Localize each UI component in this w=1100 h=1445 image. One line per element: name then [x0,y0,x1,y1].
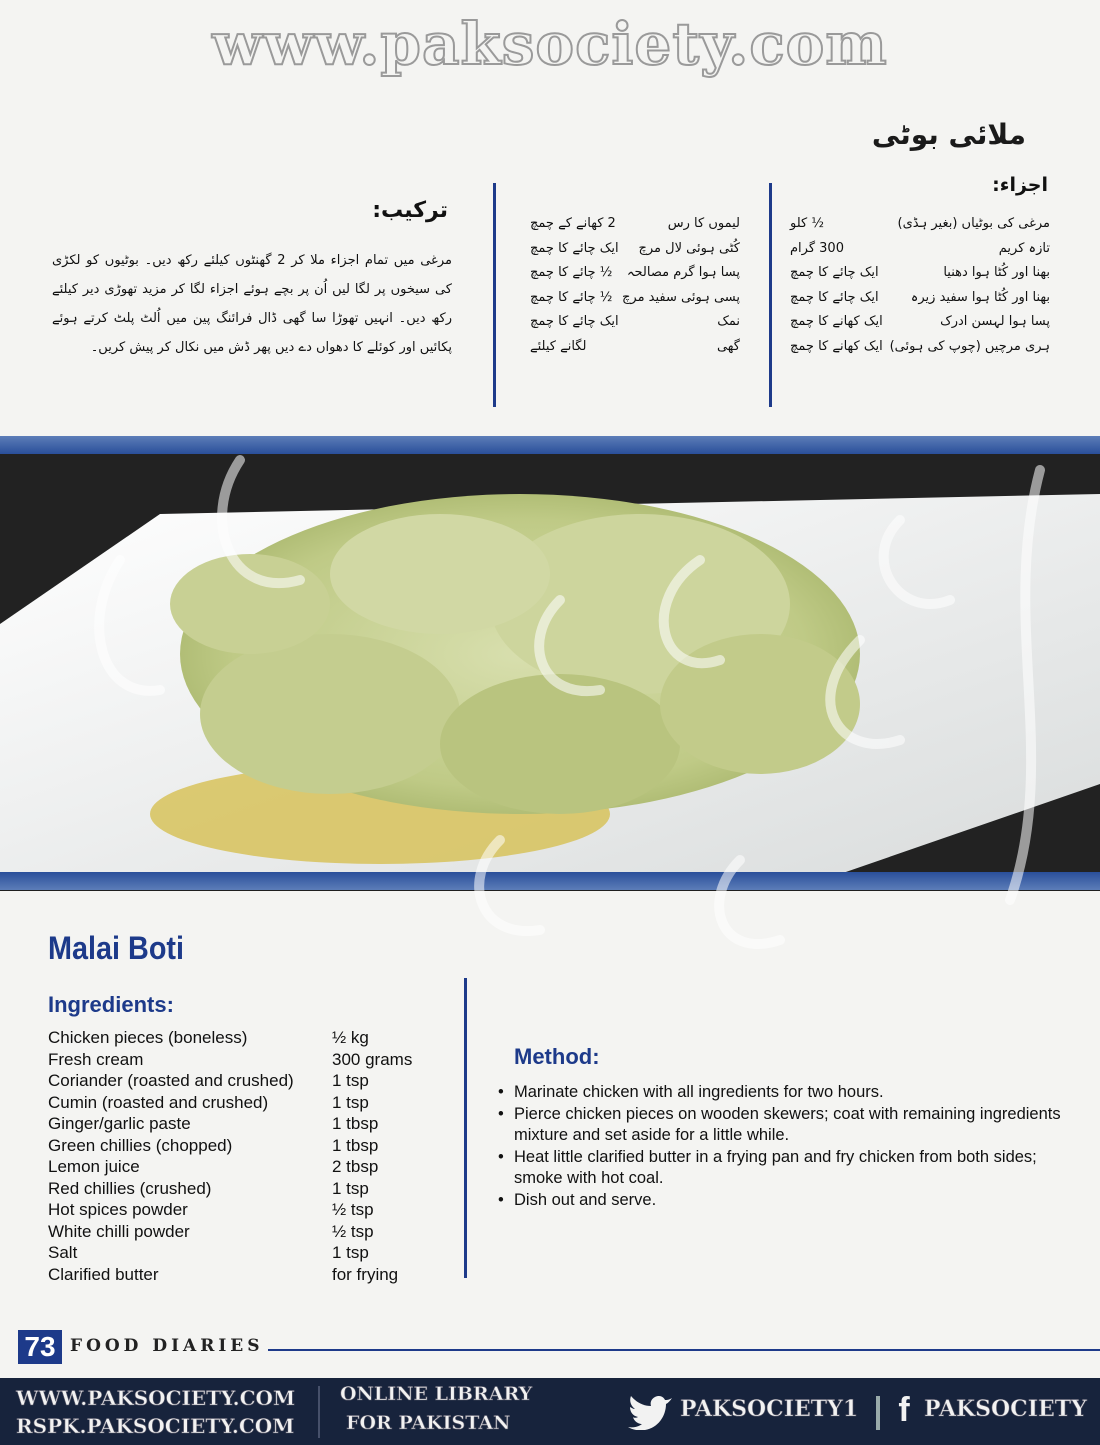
list-item: بھنا اور کُٹا ہوا دھنیا ایک چائے کا چمچ [790,265,1050,280]
ingredients-heading: Ingredients: [48,992,174,1017]
column-divider [769,183,772,407]
method-heading: Method: [514,1044,600,1069]
list-item: بھنا اور کُٹا ہوا سفید زیرہ ایک چائے کا چمچ [790,289,1050,305]
website-link-secondary[interactable]: RSPK.PAKSOCIETY.COM [16,1414,295,1438]
recipe-title: Malai Boti [48,930,185,966]
list-item: مرغی کی بوٹیاں (بغیر ہڈی) ½ کلو [790,216,1050,231]
website-link[interactable]: WWW.PAKSOCIETY.COM [16,1386,296,1410]
magazine-label: FOOD DIARIES [70,1336,264,1356]
urdu-method-text: مرغی میں تمام اجزاء ملا کر 2 گھنٹوں کیلئے رکھ دیں۔ بوٹیوں کو لکڑی کی سیخوں پر لگا لیں اُن پر بچے ہوئے اجزاء لگا کر مزید تھوڑی دیر کیلئے رکھ دیں۔ انہیں تھوڑا سا گھی ڈال فرائنگ پین میں اُلٹ پلٹ کرتے ہوئے پکائیں اور کوئلے کا دھواں دے دیں پھر ڈش میں نکال کر پیش کریں۔ [52,253,452,355]
photo-band-top-stripe [0,436,1100,454]
list-item: • Pierce chicken pieces on wooden skewers; coat with remaining ingredients mixture and set aside for a little while. [496,1104,1066,1147]
social-separator [876,1396,880,1430]
list-item: پسا ہوا لہسن ادرک ایک کھانے کا چمچ [790,314,1050,329]
facebook-handle[interactable]: PAKSOCIETY [924,1396,1087,1422]
library-tagline-line2: FOR PAKISTAN [346,1412,511,1434]
twitter-handle[interactable]: PAKSOCIETY1 [680,1396,859,1422]
urdu-ingredients-list-2 [530,212,740,359]
list-item: Coriander (roasted and crushed) 1 tsp [48,1071,369,1090]
list-item: Red chillies (crushed) 1 tsp [48,1178,369,1198]
list-item: Cumin (roasted and crushed) 1 tsp [48,1092,369,1112]
list-item: پسی ہوئی سفید مرچ ½ چائے کا چمچ [530,289,740,305]
list-item: Lemon juice 2 tbsp [48,1157,379,1176]
list-item: پسا ہوا گرم مصالحہ ½ چائے کا چمچ [530,265,740,280]
dish-photo [0,454,1100,874]
list-item: Ginger/garlic paste 1 tbsp [48,1114,379,1133]
urdu-ingredients-list [790,212,1050,359]
list-item: Green chillies (chopped) 1 tbsp [48,1135,379,1155]
photo-band-bottom-stripe [0,872,1100,890]
twitter-bird-icon[interactable] [628,1394,674,1430]
footer-rule [268,1349,1100,1351]
list-item: Salt 1 tsp [48,1243,369,1262]
urdu-ingredients-heading: اجزاء: [992,174,1048,196]
site-watermark: www.paksociety.com [212,10,888,78]
column-divider [493,183,496,407]
list-item: • Marinate chicken with all ingredients for two hours. [496,1082,1066,1104]
list-item: Clarified butter for frying [48,1264,399,1284]
column-divider [464,978,467,1278]
list-item: • Dish out and serve. [496,1190,1066,1212]
list-item: تازہ کریم 300 گرام [790,240,1050,256]
library-tagline-line1: ONLINE LIBRARY [340,1383,533,1405]
list-item: White chilli powder ½ tsp [48,1221,374,1241]
list-item: لیموں کا رس 2 کھانے کے چمچ [530,216,740,231]
urdu-method-heading: ترکیب: [372,198,448,223]
list-item: Chicken pieces (boneless) ½ kg [48,1028,369,1047]
method-steps [496,1082,1066,1211]
list-item: گھی لگانے کیلئے [530,338,740,354]
facebook-f-icon[interactable]: f [898,1391,910,1429]
page-number: 73 [18,1330,62,1364]
ingredients-list [48,1028,432,1286]
list-item: Hot spices powder ½ tsp [48,1200,374,1219]
urdu-recipe-title: ملائی بوٹی [871,118,1026,151]
list-item: ہری مرچیں (چوپ کی ہوئی) ایک کھانے کا چمچ [790,338,1050,354]
list-item: کُٹی ہوئی لال مرچ ایک چائے کا چمچ [530,240,740,256]
list-item: • Heat little clarified butter in a frying pan and fry chicken from both sides; smoke with hot coal. [496,1147,1066,1190]
list-item: نمک ایک چائے کا چمچ [530,314,740,329]
list-item: Fresh cream 300 grams [48,1049,413,1069]
banner-separator [318,1386,320,1438]
